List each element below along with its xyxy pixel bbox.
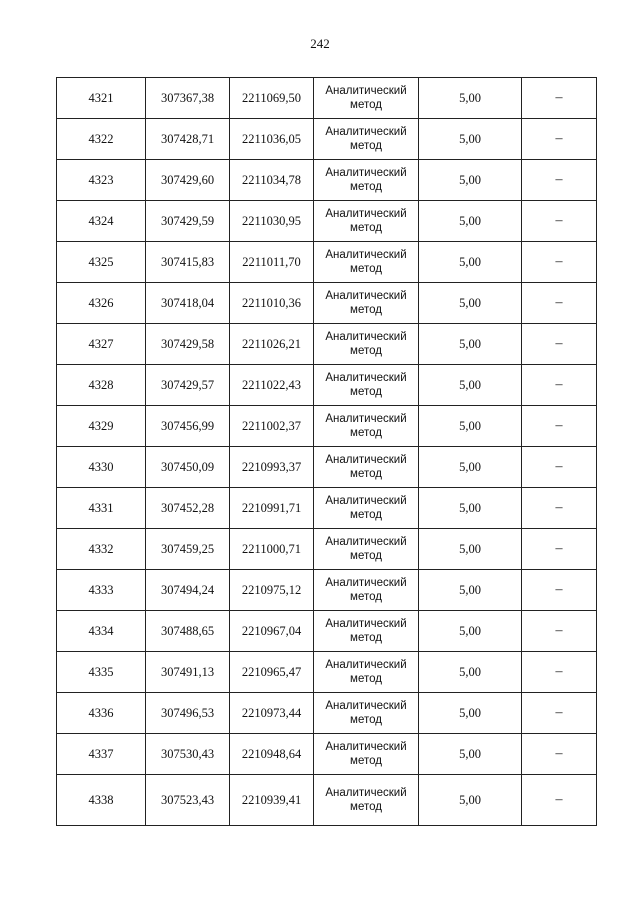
coordinates-table [56, 77, 597, 826]
x-coordinate-cell: 307415,83 [146, 242, 230, 283]
table-row [57, 242, 597, 283]
point-number-cell: 4322 [57, 119, 146, 160]
x-coordinate-cell: 307496,53 [146, 693, 230, 734]
point-number-cell: 4323 [57, 160, 146, 201]
x-coordinate-cell: 307488,65 [146, 611, 230, 652]
table-row [57, 201, 597, 242]
method-line-2: метод [350, 632, 382, 644]
table-row [57, 324, 597, 365]
note-cell: – [522, 406, 597, 447]
point-number-cell: 4324 [57, 201, 146, 242]
point-number-cell: 4330 [57, 447, 146, 488]
note-cell: – [522, 365, 597, 406]
y-coordinate-cell: 2211010,36 [230, 283, 314, 324]
method-cell [314, 78, 419, 119]
accuracy-cell: 5,00 [419, 652, 522, 693]
method-line-2: метод [350, 140, 382, 152]
y-coordinate-cell: 2211011,70 [230, 242, 314, 283]
x-coordinate-cell: 307429,59 [146, 201, 230, 242]
table-row [57, 570, 597, 611]
table-row [57, 488, 597, 529]
note-cell: – [522, 201, 597, 242]
accuracy-cell: 5,00 [419, 365, 522, 406]
method-line-1: Аналитический [325, 659, 407, 671]
y-coordinate-cell: 2211036,05 [230, 119, 314, 160]
method-line-1: Аналитический [325, 536, 407, 548]
method-cell [314, 406, 419, 447]
method-line-2: метод [350, 99, 382, 111]
note-cell: – [522, 652, 597, 693]
method-line-2: метод [350, 304, 382, 316]
point-number-cell: 4338 [57, 775, 146, 826]
table-row [57, 652, 597, 693]
x-coordinate-cell: 307429,58 [146, 324, 230, 365]
table-row [57, 160, 597, 201]
point-number-cell: 4329 [57, 406, 146, 447]
accuracy-cell: 5,00 [419, 406, 522, 447]
accuracy-cell: 5,00 [419, 611, 522, 652]
point-number-cell: 4337 [57, 734, 146, 775]
y-coordinate-cell: 2210967,04 [230, 611, 314, 652]
table-row [57, 611, 597, 652]
x-coordinate-cell: 307523,43 [146, 775, 230, 826]
x-coordinate-cell: 307459,25 [146, 529, 230, 570]
method-line-2: метод [350, 801, 382, 813]
method-cell [314, 365, 419, 406]
y-coordinate-cell: 2210991,71 [230, 488, 314, 529]
method-line-1: Аналитический [325, 126, 407, 138]
note-cell: – [522, 693, 597, 734]
method-cell [314, 652, 419, 693]
accuracy-cell: 5,00 [419, 283, 522, 324]
point-number-cell: 4328 [57, 365, 146, 406]
note-cell: – [522, 160, 597, 201]
accuracy-cell: 5,00 [419, 324, 522, 365]
method-cell [314, 160, 419, 201]
method-line-1: Аналитический [325, 454, 407, 466]
method-cell [314, 324, 419, 365]
method-line-1: Аналитический [325, 208, 407, 220]
point-number-cell: 4336 [57, 693, 146, 734]
method-cell [314, 119, 419, 160]
method-line-1: Аналитический [325, 700, 407, 712]
method-line-2: метод [350, 591, 382, 603]
point-number-cell: 4327 [57, 324, 146, 365]
method-line-1: Аналитический [325, 413, 407, 425]
method-line-1: Аналитический [325, 331, 407, 343]
method-line-2: метод [350, 263, 382, 275]
accuracy-cell: 5,00 [419, 78, 522, 119]
method-line-2: метод [350, 714, 382, 726]
method-cell [314, 488, 419, 529]
point-number-cell: 4334 [57, 611, 146, 652]
y-coordinate-cell: 2210975,12 [230, 570, 314, 611]
note-cell: – [522, 611, 597, 652]
method-line-1: Аналитический [325, 787, 407, 799]
table-row [57, 119, 597, 160]
x-coordinate-cell: 307429,57 [146, 365, 230, 406]
method-cell [314, 529, 419, 570]
method-cell [314, 242, 419, 283]
x-coordinate-cell: 307367,38 [146, 78, 230, 119]
accuracy-cell: 5,00 [419, 734, 522, 775]
note-cell: – [522, 529, 597, 570]
point-number-cell: 4325 [57, 242, 146, 283]
note-cell: – [522, 570, 597, 611]
point-number-cell: 4332 [57, 529, 146, 570]
accuracy-cell: 5,00 [419, 693, 522, 734]
note-cell: – [522, 734, 597, 775]
method-cell [314, 693, 419, 734]
table-row [57, 693, 597, 734]
page-number: 242 [310, 36, 330, 51]
method-line-1: Аналитический [325, 577, 407, 589]
table-row [57, 775, 597, 826]
point-number-cell: 4331 [57, 488, 146, 529]
method-line-2: метод [350, 468, 382, 480]
point-number-cell: 4335 [57, 652, 146, 693]
method-line-1: Аналитический [325, 85, 407, 97]
accuracy-cell: 5,00 [419, 242, 522, 283]
y-coordinate-cell: 2211030,95 [230, 201, 314, 242]
accuracy-cell: 5,00 [419, 119, 522, 160]
method-line-1: Аналитический [325, 618, 407, 630]
method-cell [314, 570, 419, 611]
method-line-2: метод [350, 755, 382, 767]
y-coordinate-cell: 2211022,43 [230, 365, 314, 406]
table-row [57, 406, 597, 447]
method-cell [314, 611, 419, 652]
table-row [57, 447, 597, 488]
method-cell [314, 775, 419, 826]
method-line-2: метод [350, 386, 382, 398]
note-cell: – [522, 242, 597, 283]
method-cell [314, 447, 419, 488]
table-row [57, 734, 597, 775]
y-coordinate-cell: 2211034,78 [230, 160, 314, 201]
point-number-cell: 4333 [57, 570, 146, 611]
method-line-2: метод [350, 345, 382, 357]
x-coordinate-cell: 307428,71 [146, 119, 230, 160]
table-row [57, 529, 597, 570]
accuracy-cell: 5,00 [419, 570, 522, 611]
x-coordinate-cell: 307456,99 [146, 406, 230, 447]
x-coordinate-cell: 307530,43 [146, 734, 230, 775]
note-cell: – [522, 324, 597, 365]
method-line-2: метод [350, 427, 382, 439]
method-line-1: Аналитический [325, 167, 407, 179]
note-cell: – [522, 78, 597, 119]
accuracy-cell: 5,00 [419, 160, 522, 201]
y-coordinate-cell: 2211000,71 [230, 529, 314, 570]
y-coordinate-cell: 2211002,37 [230, 406, 314, 447]
point-number-cell: 4321 [57, 78, 146, 119]
note-cell: – [522, 283, 597, 324]
note-cell: – [522, 447, 597, 488]
note-cell: – [522, 775, 597, 826]
y-coordinate-cell: 2210948,64 [230, 734, 314, 775]
method-line-1: Аналитический [325, 372, 407, 384]
method-line-1: Аналитический [325, 290, 407, 302]
method-line-2: метод [350, 673, 382, 685]
accuracy-cell: 5,00 [419, 201, 522, 242]
table-row [57, 365, 597, 406]
table-row [57, 78, 597, 119]
method-line-1: Аналитический [325, 249, 407, 261]
method-line-1: Аналитический [325, 495, 407, 507]
y-coordinate-cell: 2211026,21 [230, 324, 314, 365]
method-line-2: метод [350, 181, 382, 193]
y-coordinate-cell: 2210965,47 [230, 652, 314, 693]
x-coordinate-cell: 307429,60 [146, 160, 230, 201]
x-coordinate-cell: 307452,28 [146, 488, 230, 529]
accuracy-cell: 5,00 [419, 775, 522, 826]
y-coordinate-cell: 2210993,37 [230, 447, 314, 488]
x-coordinate-cell: 307491,13 [146, 652, 230, 693]
method-cell [314, 283, 419, 324]
accuracy-cell: 5,00 [419, 488, 522, 529]
x-coordinate-cell: 307450,09 [146, 447, 230, 488]
x-coordinate-cell: 307418,04 [146, 283, 230, 324]
y-coordinate-cell: 2210973,44 [230, 693, 314, 734]
method-cell [314, 734, 419, 775]
note-cell: – [522, 488, 597, 529]
accuracy-cell: 5,00 [419, 529, 522, 570]
method-line-2: метод [350, 509, 382, 521]
accuracy-cell: 5,00 [419, 447, 522, 488]
note-cell: – [522, 119, 597, 160]
method-cell [314, 201, 419, 242]
point-number-cell: 4326 [57, 283, 146, 324]
x-coordinate-cell: 307494,24 [146, 570, 230, 611]
method-line-1: Аналитический [325, 741, 407, 753]
y-coordinate-cell: 2211069,50 [230, 78, 314, 119]
method-line-2: метод [350, 222, 382, 234]
method-line-2: метод [350, 550, 382, 562]
y-coordinate-cell: 2210939,41 [230, 775, 314, 826]
table-row [57, 283, 597, 324]
